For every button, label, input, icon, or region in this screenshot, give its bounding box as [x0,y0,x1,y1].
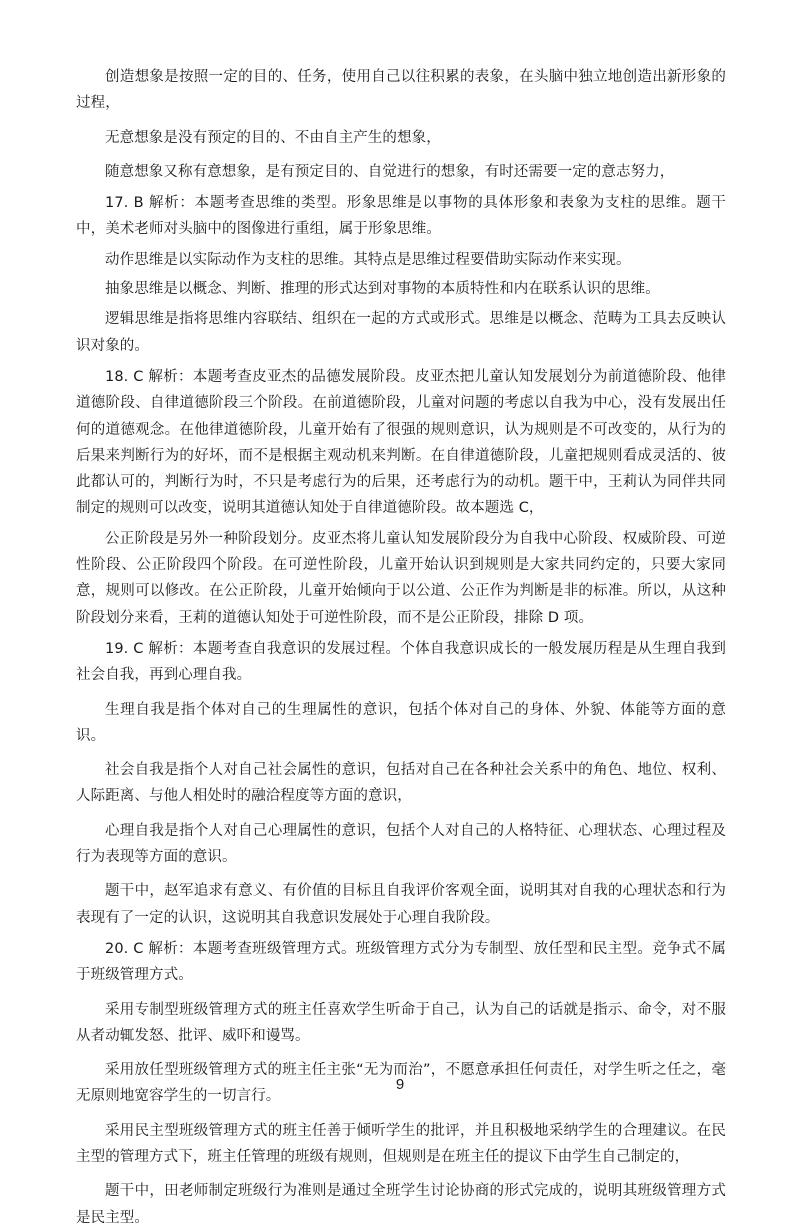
paragraph-democratic-style: 采用民主型班级管理方式的班主任善于倾听学生的批评，并且积极地采纳学生的合理建议。在民主型的管理方式下，班主任管理的班级有规则，但规则是在班主任的提议下由学生自己制定的， [76,1122,726,1165]
paragraph-action-thinking: 动作思维是以实际动作为支柱的思维。其特点是思维过程要借助实际动作来实现。 [105,251,631,268]
question-17-explanation: 17. B 解析：本题考查思维的类型。形象思维是以事物的具体形象和表象为支柱的思维。题干中，美术老师对头脑中的图像进行重组，属于形象思维。 [76,195,726,238]
paragraph-laissez-faire-style: 采用放任型班级管理方式的班主任主张“无为而治”，不愿意承担任何责任，对学生听之任之，毫无原则地宽容学生的一切言行。 [76,1062,726,1105]
paragraph-physical-self: 生理自我是指个体对自己的生理属性的意识，包括个体对自己的身体、外貌、体能等方面的意识。 [76,701,726,744]
paragraph-justice-stage: 公正阶段是另外一种阶段划分。皮亚杰将儿童认知发展阶段分为自我中心阶段、权威阶段、可逆性阶段、公正阶段四个阶段。在可逆性阶段，儿童开始认识到规则是大家共同约定的，只要大家同意，规则可以修改。在公正阶段，儿童开始倾向于以公道、公正作为判断是非的标准。所以，从这种阶段划分来看，王莉的道德认知处于可逆性阶段，而不是公正阶段，排除 D 项。 [76,530,726,626]
paragraph-20-conclusion: 题干中，田老师制定班级行为准则是通过全班学生讨论协商的形式完成的，说明其班级管理方式是民主型。 [76,1183,726,1226]
paragraph-logical-thinking: 逻辑思维是指将思维内容联结、组织在一起的方式或形式。思维是以概念、范畴为工具去反映认识对象的。 [76,311,726,354]
answer-explanations [76,64,726,1231]
paragraph-19-conclusion: 题干中，赵军追求有意义、有价值的目标且自我评价客观全面，说明其对自我的心理状态和行为表现有了一定的认识，这说明其自我意识发展处于心理自我阶段。 [76,883,726,926]
paragraph-involuntary-imagination: 无意想象是没有预定的目的、不由自主产生的想象， [105,129,441,146]
paragraph-creative-imagination: 创造想象是按照一定的目的、任务，使用自己以往积累的表象，在头脑中独立地创造出新形象的过程， [76,69,726,112]
paragraph-social-self: 社会自我是指个人对自己社会属性的意识，包括对自己在各种社会关系中的角色、地位、权利、人际距离、与他人相处时的融洽程度等方面的意识， [76,762,726,805]
question-19-explanation: 19. C 解析：本题考查自我意识的发展过程。个体自我意识成长的一般发展历程是从生理自我到社会自我，再到心理自我。 [76,640,726,684]
paragraph-voluntary-imagination: 随意想象又称有意想象，是有预定目的、自觉进行的想象，有时还需要一定的意志努力， [105,163,675,180]
paragraph-autocratic-style: 采用专制型班级管理方式的班主任喜欢学生听命于自己，认为自己的话就是指示、命令，对不服从者动辄发怒、批评、威吓和谩骂。 [76,1001,726,1044]
page-number: 9 [395,1076,405,1093]
paragraph-psychological-self: 心理自我是指个人对自己心理属性的意识，包括个人对自己的人格特征、心理状态、心理过程及行为表现等方面的意识。 [76,822,726,866]
question-20-explanation: 20. C 解析：本题考查班级管理方式。班级管理方式分为专制型、放任型和民主型。竞争式不属于班级管理方式。 [76,940,726,984]
paragraph-abstract-thinking: 抽象思维是以概念、判断、推理的形式达到对事物的本质特性和内在联系认识的思维。 [105,281,660,298]
question-18-explanation: 18. C 解析：本题考查皮亚杰的品德发展阶段。皮亚杰把儿童认知发展划分为前道德阶段、他律道德阶段、自律道德阶段三个阶段。在前道德阶段，儿童对问题的考虑以自我为中心，没有发展出任何的道德观念。在他律道德阶段，儿童开始有了很强的规则意识，认为规则是不可改变的，从行为的后果来判断行为的好坏，而不是根据主观动机来判断。在自律道德阶段，儿童把规则看成灵活的、彼此都认可的，判断行为时，不只是考虑行为的后果，还考虑行为的动机。题干中，王莉认为同伴共同制定的规则可以改变，说明其道德认知处于自律道德阶段。故本题选 C， [76,368,726,517]
